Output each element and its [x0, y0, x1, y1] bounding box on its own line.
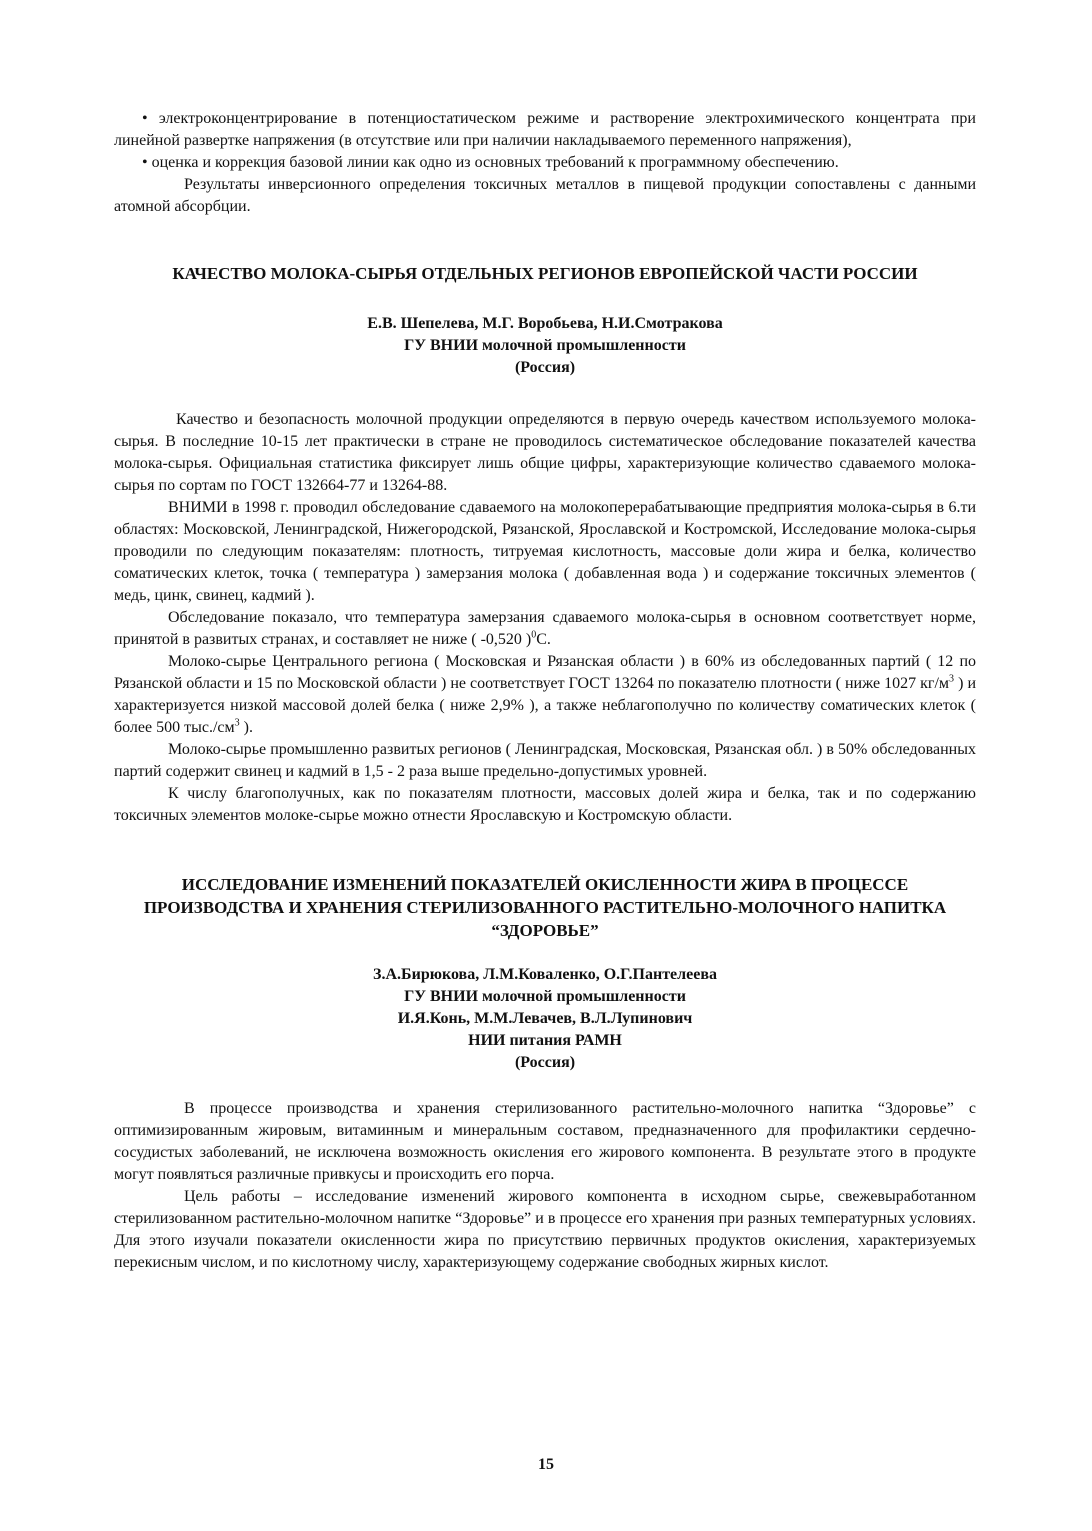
article1-p4-text-b: ) и характеризуется низкой массовой долей белка ( ниже 2,9% ), а также неблагополучно по количеству соматических клеток ( более 500 тыс./см: [114, 675, 977, 736]
article1-paragraph-2: ВНИМИ в 1998 г. проводил обследование сдаваемого на молокоперерабатывающие предприятия молока-сырья в 6.ти областях: Московской, Ленинградской, Нижегородской, Рязанской, Ярославской и Костромской, Исследование молока-сырья проводили по следующим показателям: плотность, титруемая кислотность, массовые доли жира и белка, количество соматических клеток, точка ( температура ) замерзания молока ( добавленная вода ) и содержание токсичных элементов ( медь, цинк, свинец, кадмий ).: [114, 499, 976, 604]
cubic-superscript-1: 3: [949, 673, 955, 685]
article1-p3-unit: С.: [536, 631, 551, 648]
page-content: [114, 108, 976, 1274]
article2-authors-1: З.А.Бирюкова, Л.М.Коваленко, О.Г.Пантелеева: [373, 966, 717, 983]
cubic-superscript-2: 3: [234, 717, 240, 729]
article1-paragraph-1: Качество и безопасность молочной продукции определяются в первую очередь качеством используемого молока-сырья. В последние 10-15 лет практически в стране не проводилось систематическое обследование показателей качества молока-сырья. Официальная статистика фиксирует лишь общие цифры, характеризующие количество сдаваемого молока-сырья по сортам по ГОСТ 132664-77 и 13264-88.: [114, 411, 976, 494]
degree-superscript: 0: [531, 629, 537, 641]
article2-title: ИССЛЕДОВАНИЕ ИЗМЕНЕНИЙ ПОКАЗАТЕЛЕЙ ОКИСЛЕННОСТИ ЖИРА В ПРОЦЕССЕ ПРОИЗВОДСТВА И ХРАНЕНИЯ СТЕРИЛИЗОВАННОГО РАСТИТЕЛЬНО-МОЛОЧНОГО НАПИТКА “ЗДОРОВЬЕ”: [143, 875, 947, 940]
page-number: 15: [538, 1456, 554, 1473]
article1-title: КАЧЕСТВО МОЛОКА-СЫРЬЯ ОТДЕЛЬНЫХ РЕГИОНОВ ЕВРОПЕЙСКОЙ ЧАСТИ РОССИИ: [172, 264, 918, 283]
article1-paragraph-6: К числу благополучных, как по показателям плотности, массовых долей жира и белка, так и по содержанию токсичных элементов молоке-сырье можно отнести Ярославскую и Костромскую области.: [114, 785, 976, 824]
article1-authors: Е.В. Шепелева, М.Г. Воробьева, Н.И.Смотракова: [367, 315, 723, 332]
intro-results-paragraph: Результаты инверсионного определения токсичных металлов в пищевой продукции сопоставлены с данными атомной абсорбции.: [114, 176, 976, 215]
article1-institution: ГУ ВНИИ молочной промышленности: [404, 337, 686, 354]
article1-paragraph-4: [114, 651, 976, 739]
bullet-baseline-correction: • оценка и коррекция базовой линии как одно из основных требований к программному обеспечению.: [142, 154, 839, 171]
article1-paragraph-5: Молоко-сырье промышленно развитых регионов ( Ленинградская, Московская, Рязанская обл. ) в 50% обследованных партий содержит свинец и кадмий в 1,5 - 2 раза выше предельно-допустимых уровней.: [114, 741, 976, 780]
article2-institution-2: НИИ питания РАМН: [468, 1032, 622, 1049]
article1-paragraph-3: [114, 607, 976, 651]
article2-authors-2: И.Я.Конь, М.М.Левачев, В.Л.Лупинович: [397, 1010, 693, 1027]
article2-paragraph-1: В процессе производства и хранения стерилизованного растительно-молочного напитка “Здоровье” с оптимизированным жировым, витаминным и минеральным составом, предназначенного для профилактики сердечно-сосудистых заболеваний, не исключена возможность окисления его жирового компонента. В результате этого в продукте могут появляться различные привкусы и происходить его порча.: [114, 1100, 976, 1183]
article2-institution-1: ГУ ВНИИ молочной промышленности: [404, 988, 686, 1005]
article1-p3-text: Обследование показало, что температура замерзания сдаваемого молока-сырья в основном соответствует норме, принятой в развитых странах, и составляет не ниже ( -0,520 ): [114, 609, 976, 648]
article1-country: (Россия): [514, 359, 576, 376]
article1-p4-text-c: ).: [239, 719, 253, 736]
bullet-electroconcentration: • электроконцентрирование в потенциостатическом режиме и растворение электрохимического концентрата при линейной развертке напряжения (в отсутствие или при наличии накладываемого переменного напряжения),: [114, 110, 976, 149]
article2-paragraph-2: Цель работы – исследование изменений жирового компонента в исходном сырье, свежевыработанном стерилизованном растительно-молочном напитке “Здоровье” и в процессе его хранения при разных температурных условиях. Для этого изучали показатели окисленности жира по присутствию первичных продуктов окисления, характеризуемых перекисным числом, и по кислотному числу, характеризующему содержание свободных жирных кислот.: [114, 1188, 976, 1271]
article1-p4-text-a: Молоко-сырье Центрального региона ( Московская и Рязанская области ) в 60% из обследованных партий ( 12 по Рязанской области и 15 по Московской области ) не соответствует ГОСТ 13264 по показателю плотности ( ниже 1027 кг/м: [114, 653, 976, 692]
article2-country: (Россия): [514, 1054, 576, 1071]
